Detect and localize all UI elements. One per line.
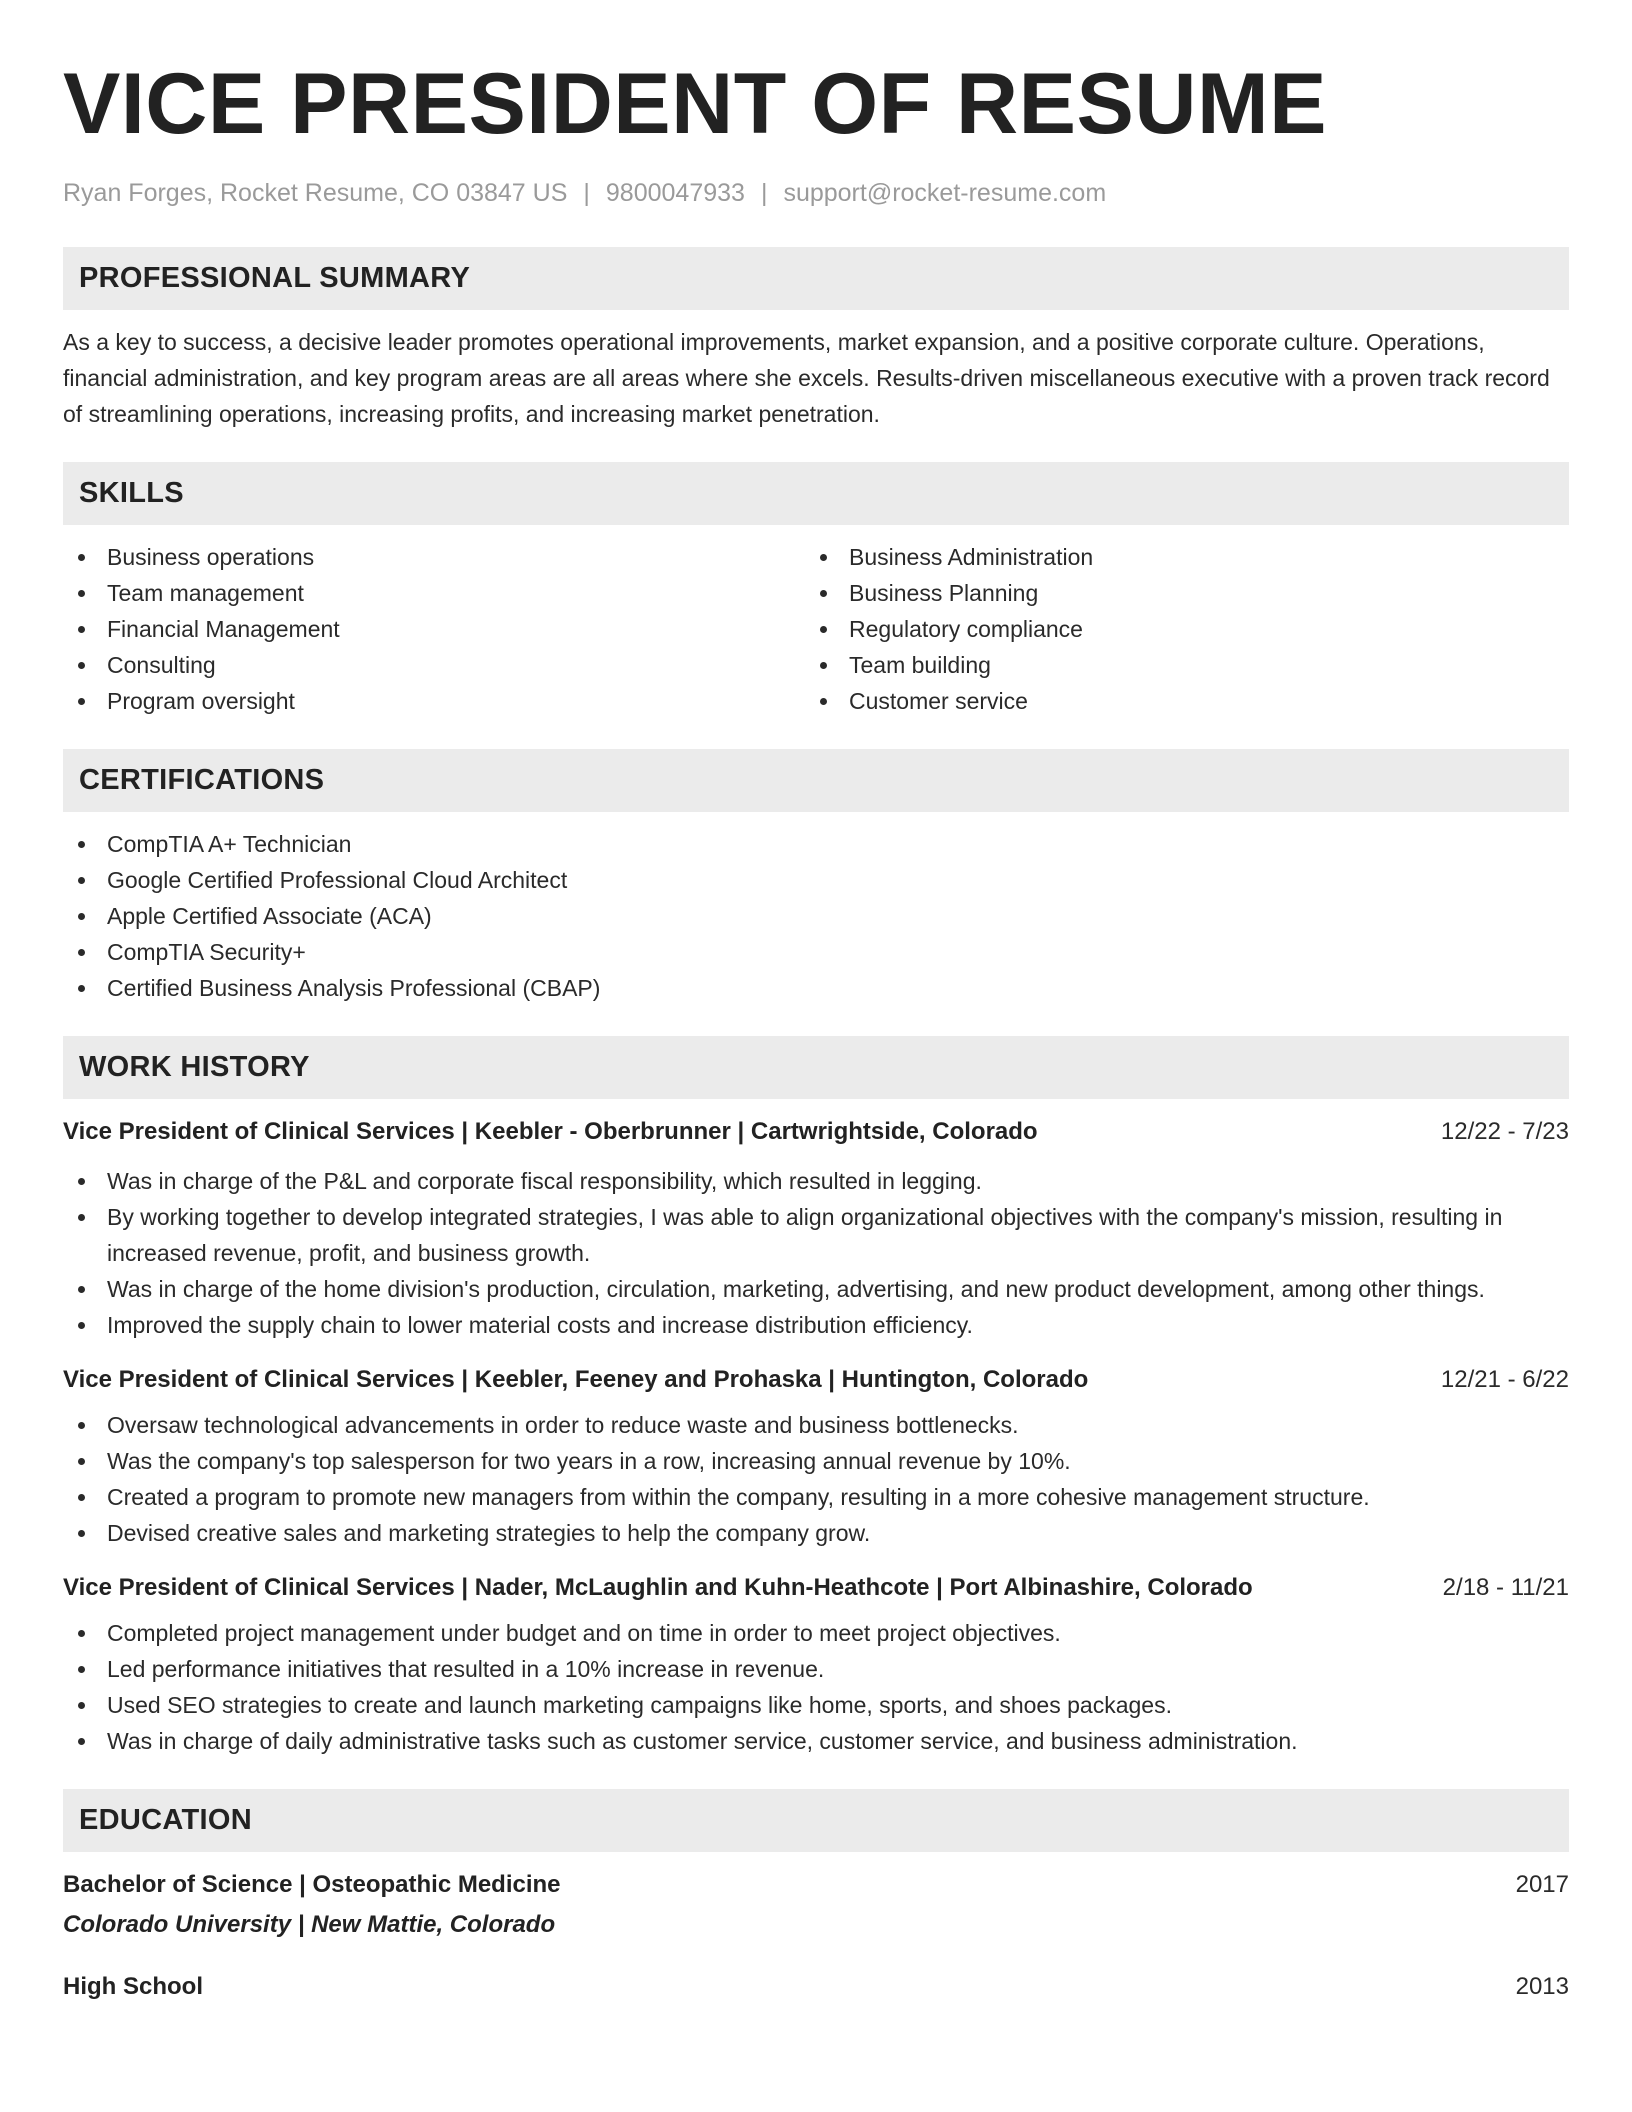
job-bullet: Improved the supply chain to lower material costs and increase distribution efficiency. xyxy=(63,1307,1569,1343)
skills-column-left xyxy=(63,539,805,719)
job-bullet: Led performance initiatives that resulted in a 10% increase in revenue. xyxy=(63,1651,1569,1687)
job-title: Vice President of Clinical Services | Nader, McLaughlin and Kuhn-Heathcote | Port Albinashire, Colorado xyxy=(63,1574,1253,1601)
certification-item: Apple Certified Associate (ACA) xyxy=(63,898,1569,934)
job-dates: 12/21 - 6/22 xyxy=(1440,1366,1569,1393)
education-year: 2013 xyxy=(1515,1973,1569,2000)
job-entry xyxy=(63,1115,1569,1343)
education-entry xyxy=(63,1970,1569,2004)
skills-section xyxy=(63,462,1569,719)
education-degree: Bachelor of Science | Osteopathic Medicine xyxy=(63,1871,561,1898)
job-dates: 2/18 - 11/21 xyxy=(1442,1574,1569,1601)
contact-phone: 9800047933 xyxy=(605,179,745,207)
contact-email: support@rocket-resume.com xyxy=(783,179,1107,207)
job-bullet: Devised creative sales and marketing strategies to help the company grow. xyxy=(63,1515,1569,1551)
skill-item: Program oversight xyxy=(63,683,805,719)
certifications-heading: CERTIFICATIONS xyxy=(63,749,1569,812)
skill-item: Team management xyxy=(63,575,805,611)
contact-address: Ryan Forges, Rocket Resume, CO 03847 US xyxy=(63,179,568,207)
certification-item: Certified Business Analysis Professional (CBAP) xyxy=(63,970,1569,1006)
contact-line xyxy=(63,176,1569,210)
education-degree: High School xyxy=(63,1973,203,2000)
job-bullets xyxy=(63,1615,1569,1759)
skill-item: Business Administration xyxy=(805,539,1547,575)
skills-column-right xyxy=(805,539,1547,719)
education-year: 2017 xyxy=(1515,1871,1569,1898)
job-bullet: Oversaw technological advancements in order to reduce waste and business bottlenecks. xyxy=(63,1407,1569,1443)
skill-item: Regulatory compliance xyxy=(805,611,1547,647)
skill-item: Consulting xyxy=(63,647,805,683)
skill-item: Business operations xyxy=(63,539,805,575)
resume-title: VICE PRESIDENT OF RESUME xyxy=(63,56,1327,152)
education-heading: EDUCATION xyxy=(63,1789,1569,1852)
job-bullet: Completed project management under budget and on time in order to meet project objectives. xyxy=(63,1615,1569,1651)
job-header xyxy=(63,1363,1569,1397)
summary-section xyxy=(63,247,1569,432)
skills-heading: SKILLS xyxy=(63,462,1569,525)
education-header xyxy=(63,1868,1569,1902)
education-entry xyxy=(63,1868,1569,1942)
job-title: Vice President of Clinical Services | Keebler - Oberbrunner | Cartwrightside, Colorado xyxy=(63,1118,1038,1145)
job-bullet: Was in charge of the P&L and corporate fiscal responsibility, which resulted in legging. xyxy=(63,1163,1569,1199)
contact-separator: | xyxy=(583,179,590,207)
certifications-list xyxy=(63,826,1569,1006)
education-school: Colorado University | New Mattie, Colorado xyxy=(63,1911,556,1938)
skills-grid xyxy=(63,539,1569,719)
certification-item: CompTIA Security+ xyxy=(63,934,1569,970)
education-section xyxy=(63,1789,1569,2004)
summary-heading: PROFESSIONAL SUMMARY xyxy=(63,247,1569,310)
skill-item: Customer service xyxy=(805,683,1547,719)
job-bullets xyxy=(63,1163,1569,1343)
work-history-section xyxy=(63,1036,1569,1759)
skill-item: Team building xyxy=(805,647,1547,683)
certifications-section xyxy=(63,749,1569,1006)
certification-item: CompTIA A+ Technician xyxy=(63,826,1569,862)
job-bullet: Used SEO strategies to create and launch marketing campaigns like home, sports, and shoes packages. xyxy=(63,1687,1569,1723)
job-bullet: Was in charge of daily administrative tasks such as customer service, customer service, and business administration. xyxy=(63,1723,1569,1759)
job-bullet: By working together to develop integrated strategies, I was able to align organizational objectives with the company's mission, resulting in increased revenue, profit, and business growth. xyxy=(63,1199,1569,1271)
job-entry xyxy=(63,1571,1569,1759)
summary-text: As a key to success, a decisive leader promotes operational improvements, market expansion, and a positive corporate culture. Operations, financial administration, and key program areas are all areas where she excels. Results-driven miscellaneous executive with a proven track record of streamlining operations, increasing profits, and increasing market penetration. xyxy=(63,329,1550,427)
job-header xyxy=(63,1571,1569,1605)
skill-item: Business Planning xyxy=(805,575,1547,611)
certification-item: Google Certified Professional Cloud Architect xyxy=(63,862,1569,898)
job-header xyxy=(63,1115,1569,1149)
work-history-heading: WORK HISTORY xyxy=(63,1036,1569,1099)
job-bullet: Created a program to promote new managers from within the company, resulting in a more cohesive management structure. xyxy=(63,1479,1569,1515)
education-header xyxy=(63,1970,1569,2004)
job-bullet: Was in charge of the home division's production, circulation, marketing, advertising, and new product development, among other things. xyxy=(63,1271,1569,1307)
job-title: Vice President of Clinical Services | Keebler, Feeney and Prohaska | Huntington, Colorado xyxy=(63,1366,1089,1393)
job-dates: 12/22 - 7/23 xyxy=(1440,1118,1569,1145)
skill-item: Financial Management xyxy=(63,611,805,647)
job-bullet: Was the company's top salesperson for two years in a row, increasing annual revenue by 10%. xyxy=(63,1443,1569,1479)
job-entry xyxy=(63,1363,1569,1551)
contact-separator: | xyxy=(760,179,768,207)
job-bullets xyxy=(63,1407,1569,1551)
